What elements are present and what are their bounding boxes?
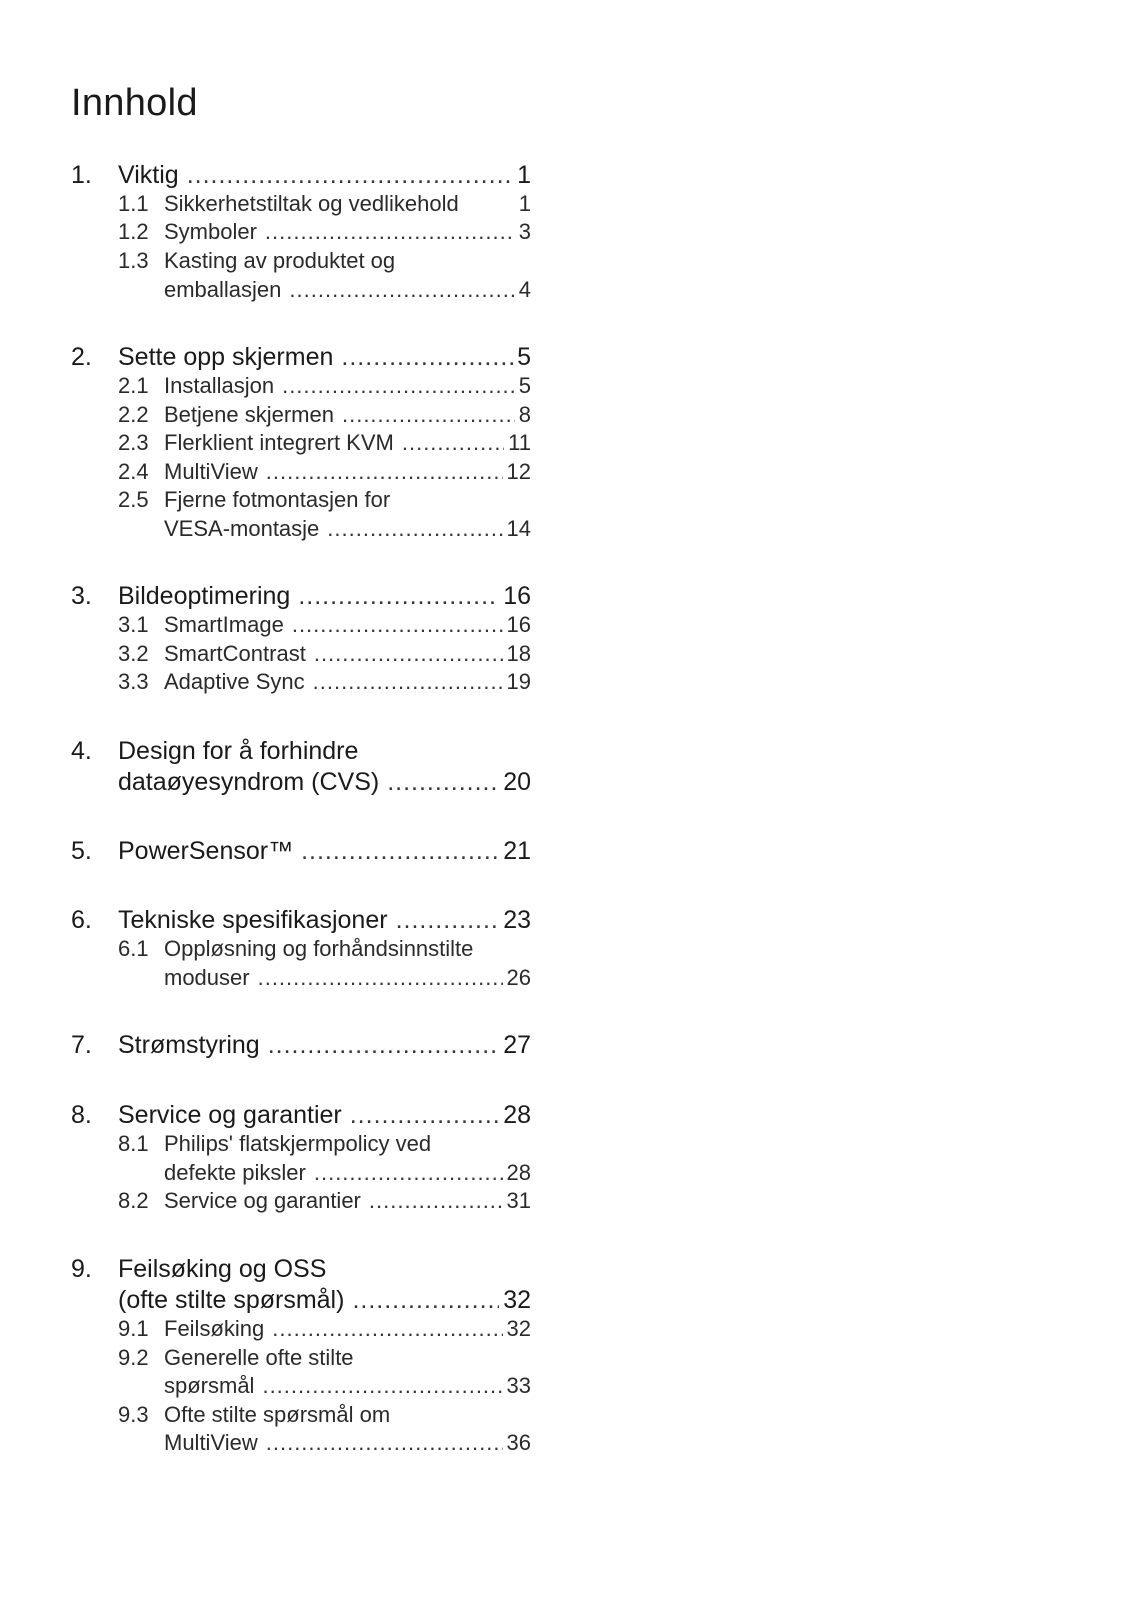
toc-number: 1.1 [118,191,149,216]
toc-title: defekte piksler [164,1160,306,1185]
toc-page-number: 19 [506,669,531,694]
dot-leader [266,458,503,486]
toc-page-number: 5 [518,373,531,398]
toc-number: 3.1 [118,612,149,637]
dot-leader [402,429,504,457]
toc-title: SmartContrast [164,641,306,666]
toc-number: 8.2 [118,1188,149,1213]
toc-title: Tekniske spesifikasjoner [118,906,388,934]
toc-number: 2.2 [118,402,149,427]
toc-number: 6.1 [118,936,149,961]
toc-page-number: 28 [503,1101,531,1129]
toc-title: Strømstyring [118,1031,260,1059]
dot-leader [327,515,502,543]
toc-number: 9.1 [118,1316,149,1341]
toc-title: Design for å forhindre [118,737,359,765]
toc-page-number: 27 [503,1031,531,1059]
toc-number: 2.4 [118,459,149,484]
dot-leader [266,1429,503,1457]
dot-leader [262,1372,502,1400]
toc-number: 2. [71,343,92,371]
dot-leader [301,836,499,866]
toc-title: PowerSensor™ [118,837,294,865]
toc-number: 9. [71,1255,92,1283]
toc-number: 2.3 [118,430,149,455]
toc-page-number: 36 [506,1430,531,1455]
toc-number: 1.3 [118,248,149,273]
toc-page-number: 11 [508,430,531,455]
dot-leader [272,1315,502,1343]
toc-page-number: 1 [518,191,531,216]
toc-page-number: 33 [506,1373,531,1398]
toc-page-number: 5 [517,343,531,371]
dot-leader [396,905,500,935]
toc-title: VESA-montasje [164,516,320,541]
toc-page-number: 3 [518,219,531,244]
toc-title: Bildeoptimering [118,582,291,610]
toc-number: 6. [71,906,92,934]
toc-title: (ofte stilte spørsmål) [118,1286,345,1314]
dot-leader [341,342,513,372]
toc-number: 7. [71,1031,92,1059]
toc-title: Oppløsning og forhåndsinnstilte [164,936,474,961]
toc-title: Sette opp skjermen [118,343,334,371]
dot-leader [313,668,503,696]
toc-title: Installasjon [164,373,275,398]
toc-title: Viktig [118,161,179,189]
toc-number: 5. [71,837,92,865]
toc-title: dataøyesyndrom (CVS) [118,768,380,796]
dot-leader [265,218,515,246]
toc-number: 3.2 [118,641,149,666]
toc-number: 9.2 [118,1345,149,1370]
toc-page-number: 16 [503,582,531,610]
toc-title: moduser [164,965,250,990]
toc-page-number: 12 [506,459,531,484]
dot-leader [314,1159,503,1187]
toc-page-number: 32 [503,1286,531,1314]
toc-page-number: 4 [518,277,531,302]
dot-leader [187,160,513,190]
toc-title: Generelle ofte stilte [164,1345,354,1370]
toc-title: Philips' flatskjermpolicy ved [164,1131,432,1156]
toc-number: 2.5 [118,487,149,512]
toc-page-number: 18 [506,641,531,666]
toc-page-number: 32 [506,1316,531,1341]
dot-leader [369,1187,503,1215]
dot-leader [282,372,515,400]
toc-page-number: 23 [503,906,531,934]
dot-leader [350,1100,499,1130]
toc-number: 2.1 [118,373,149,398]
dot-leader [387,767,499,797]
toc-title: spørsmål [164,1373,255,1398]
dot-leader [289,276,514,304]
dot-leader [314,640,503,668]
toc-page-number: 31 [506,1188,531,1213]
toc-number: 3.3 [118,669,149,694]
toc-number: 3. [71,582,92,610]
dot-leader [298,581,499,611]
toc-number: 1. [71,161,92,189]
toc-number: 4. [71,737,92,765]
toc-title: Feilsøking [164,1316,265,1341]
toc-page-number: 26 [506,965,531,990]
toc-page-number: 20 [503,768,531,796]
toc-title: Service og garantier [118,1101,342,1129]
toc-page-number: 8 [518,402,531,427]
toc-title: Kasting av produktet og [164,248,396,273]
toc-title: Flerklient integrert KVM [164,430,394,455]
toc-title: SmartImage [164,612,284,637]
toc-title: MultiView [164,1430,258,1455]
toc-title: Symboler [164,219,257,244]
toc-title: Adaptive Sync [164,669,305,694]
dot-leader [342,401,515,429]
toc-title: Betjene skjermen [164,402,334,427]
page-title: Innhold [71,82,198,124]
toc-number: 1.2 [118,219,149,244]
toc-number: 8. [71,1101,92,1129]
toc-number: 8.1 [118,1131,149,1156]
toc-title: Fjerne fotmontasjen for [164,487,391,512]
toc-title: MultiView [164,459,258,484]
toc-page-number: 1 [517,161,531,189]
dot-leader [352,1285,499,1315]
toc-title: emballasjen [164,277,282,302]
toc-page-number: 21 [503,837,531,865]
toc-page-number: 16 [506,612,531,637]
toc-number: 9.3 [118,1402,149,1427]
toc-title: Ofte stilte spørsmål om [164,1402,391,1427]
dot-leader [258,964,503,992]
dot-leader [268,1030,500,1060]
toc-title: Service og garantier [164,1188,361,1213]
toc-page-number: 14 [506,516,531,541]
dot-leader [292,611,503,639]
toc-title: Feilsøking og OSS [118,1255,327,1283]
toc-title: Sikkerhetstiltak og vedlikehold [164,191,459,216]
toc-page-number: 28 [506,1160,531,1185]
